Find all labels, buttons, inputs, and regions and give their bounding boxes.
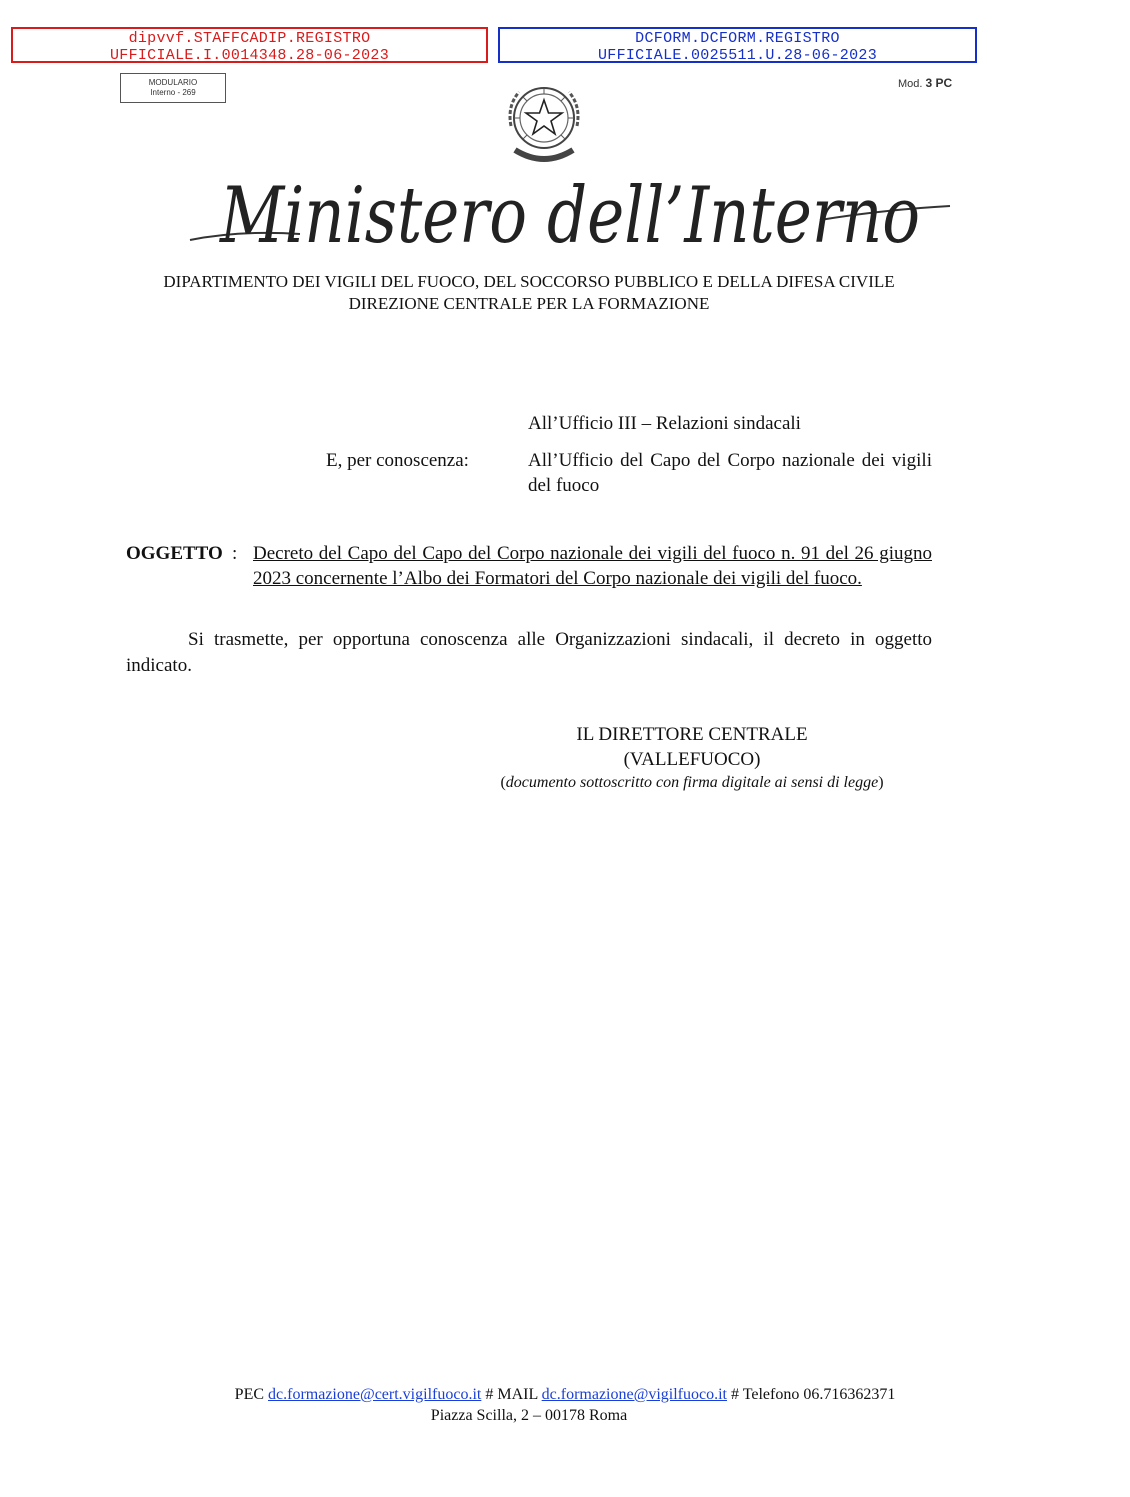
footer-address: Piazza Scilla, 2 – 00178 Roma — [430, 1407, 628, 1424]
italian-republic-emblem-icon — [497, 76, 591, 170]
logo-text: Ministero dell’Interno — [218, 171, 920, 261]
body-paragraph: Si trasmette, per opportuna conoscenza alle Organizzazioni sindacali, il decreto in oggetto indicato. — [126, 629, 932, 676]
addressee-primary: All’Ufficio III – Relazioni sindacali — [528, 413, 801, 434]
form-code — [898, 76, 952, 90]
protocol-stamp-red — [11, 27, 488, 63]
stamp-blue-line2: UFFICIALE.0025511.U.28-06-2023 — [597, 47, 878, 64]
department-heading: DIPARTIMENTO DEI VIGILI DEL FUOCO, DEL SOCCORSO PUBBLICO E DELLA DIFESA CIVILE — [163, 272, 895, 291]
pec-email-link[interactable]: dc.formazione@cert.vigilfuoco.it — [268, 1386, 482, 1403]
subject-label: OGGETTO — [126, 543, 223, 564]
cc-label: E, per conoscenza: — [326, 450, 469, 471]
stamp-blue-line1: DCFORM.DCFORM.REGISTRO — [635, 30, 840, 47]
modulario-line1: MODULARIO — [148, 78, 198, 87]
addressee-cc: All’Ufficio del Capo del Corpo nazionale dei vigili del fuoco — [528, 450, 932, 496]
footer-pec-label: PEC — [234, 1386, 265, 1403]
modulario-line2: Interno - 269 — [150, 88, 196, 97]
stamp-red-line2: UFFICIALE.I.0014348.28-06-2023 — [109, 47, 390, 64]
signature-note: (documento sottoscritto con firma digitale ai sensi di legge) — [500, 774, 884, 791]
footer-phone: # Telefono 06.716362371 — [730, 1386, 896, 1403]
protocol-stamp-blue — [498, 27, 977, 63]
form-code-prefix: Mod. — [898, 78, 923, 90]
mail-email-link[interactable]: dc.formazione@vigilfuoco.it — [541, 1386, 727, 1403]
ministero-dell-interno-logo — [180, 160, 960, 266]
signature-title: IL DIRETTORE CENTRALE — [576, 724, 808, 745]
stamp-red-line1: dipvvf.STAFFCADIP.REGISTRO — [128, 30, 371, 47]
subject-colon: : — [232, 543, 238, 564]
footer-contacts — [0, 1386, 1130, 1404]
modulario-box — [120, 73, 226, 103]
footer-mail-label: # MAIL — [485, 1386, 538, 1403]
direction-heading: DIREZIONE CENTRALE PER LA FORMAZIONE — [348, 294, 710, 313]
signature-note-text: documento sottoscritto con firma digitale ai sensi di legge — [505, 774, 879, 791]
signature-name: (VALLEFUOCO) — [623, 749, 761, 770]
subject-text: Decreto del Capo del Capo del Corpo nazionale dei vigili del fuoco n. 91 del 26 giugno 2023 concernente l’Albo dei Formatori del Corpo nazionale dei vigili del fuoco. — [253, 543, 932, 589]
form-code-value: 3 PC — [925, 76, 953, 90]
